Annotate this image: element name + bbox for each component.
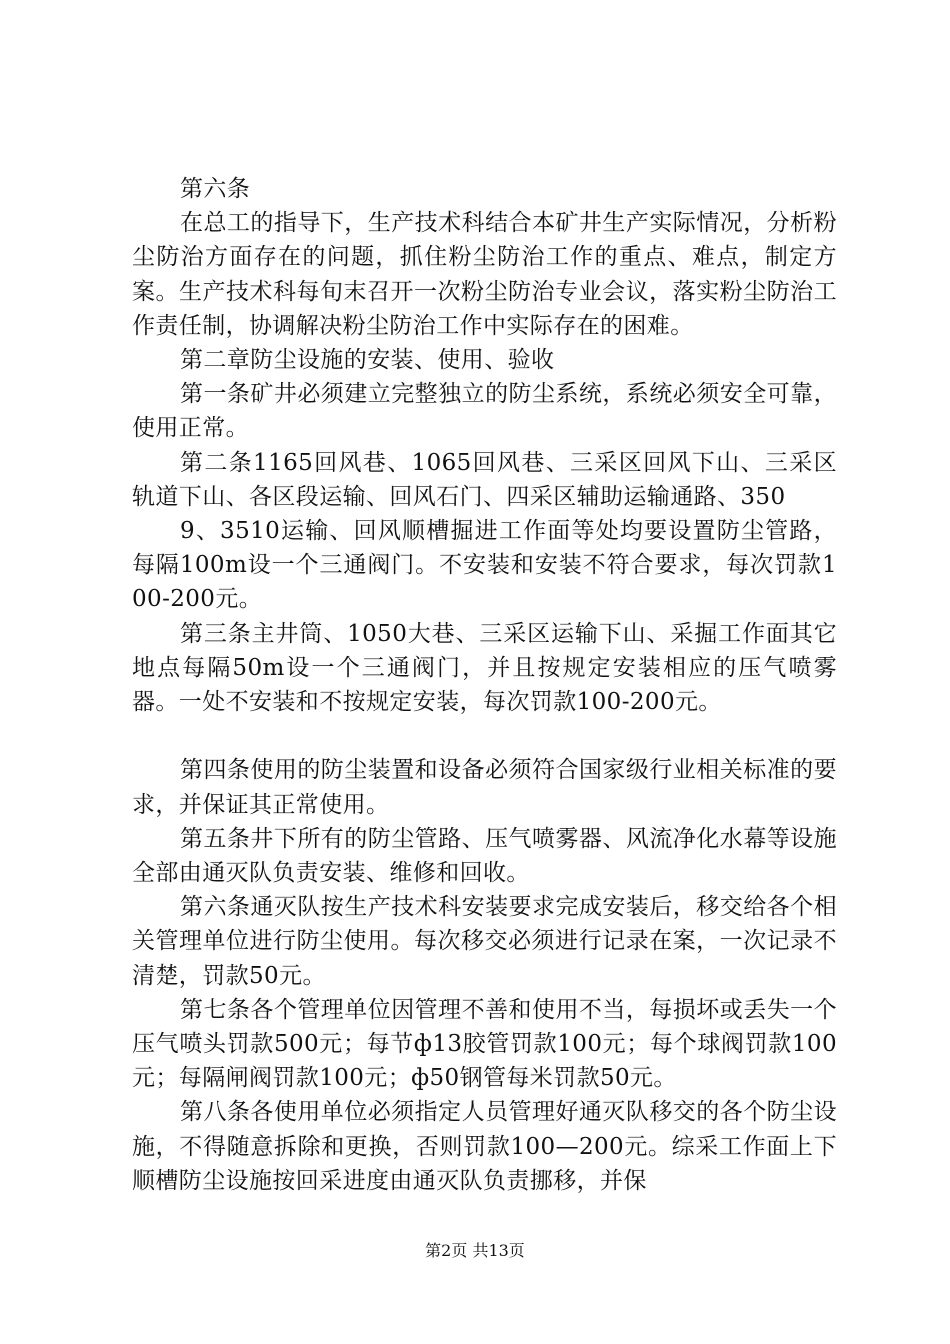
blank-line	[132, 719, 837, 753]
page-number-footer: 第2页 共13页	[425, 1241, 525, 1260]
chapter-2-heading: 第二章防尘设施的安装、使用、验收	[180, 347, 555, 374]
paragraph-article-2: 第二条1165回风巷、1065回风巷、三采区回风下山、三采区轨道下山、各区段运输、回风石门、四采区辅助运输通路、350	[132, 449, 837, 510]
paragraph-article-2-continued: 9、3510运输、回风顺槽掘进工作面等处均要设置防尘管路，每隔100m设一个三通阀门。不安装和安装不符合要求，每次罚款100-200元。	[132, 518, 837, 613]
paragraph-article-7: 第七条各个管理单位因管理不善和使用不当，每损坏或丢失一个压气喷头罚款500元；每节ф13胶管罚款100元；每个球阀罚款100元；每隔闸阀罚款100元；ф50钢管每米罚款50元。	[132, 996, 837, 1092]
paragraph-article-8: 第八条各使用单位必须指定人员管理好通灭队移交的各个防尘设施，不得随意拆除和更换，否则罚款100—200元。综采工作面上下顺槽防尘设施按回采进度由通灭队负责挪移，并保	[132, 1099, 837, 1194]
paragraph-section-6: 第六条	[180, 176, 251, 202]
paragraph-article-6: 第六条通灭队按生产技术科安装要求完成安装后，移交给各个相关管理单位进行防尘使用。每次移交必须进行记录在案，一次记录不清楚，罚款50元。	[132, 894, 837, 989]
paragraph-article-4: 第四条使用的防尘装置和设备必须符合国家级行业相关标准的要求，并保证其正常使用。	[132, 757, 837, 818]
paragraph-article-1: 第一条矿井必须建立完整独立的防尘系统，系统必须安全可靠，使用正常。	[132, 381, 837, 442]
paragraph-article-3: 第三条主井筒、1050大巷、三采区运输下山、采掘工作面其它地点每隔50m设一个三通阀门，并且按规定安装相应的压气喷雾器。一处不安装和不按规定安装，每次罚款100-200元。	[132, 620, 837, 716]
paragraph-article-5: 第五条井下所有的防尘管路、压气喷雾器、风流净化水幕等设施全部由通灭队负责安装、维修和回收。	[132, 825, 837, 887]
document-body	[132, 172, 837, 1198]
paragraph-dust-prevention-plan: 在总工的指导下，生产技术科结合本矿井生产实际情况，分析粉尘防治方面存在的问题，抓住粉尘防治工作的重点、难点，制定方案。生产技术科每旬末召开一次粉尘防治专业会议，落实粉尘防治工作责任制，协调解决粉尘防治工作中实际存在的困难。	[132, 210, 837, 339]
